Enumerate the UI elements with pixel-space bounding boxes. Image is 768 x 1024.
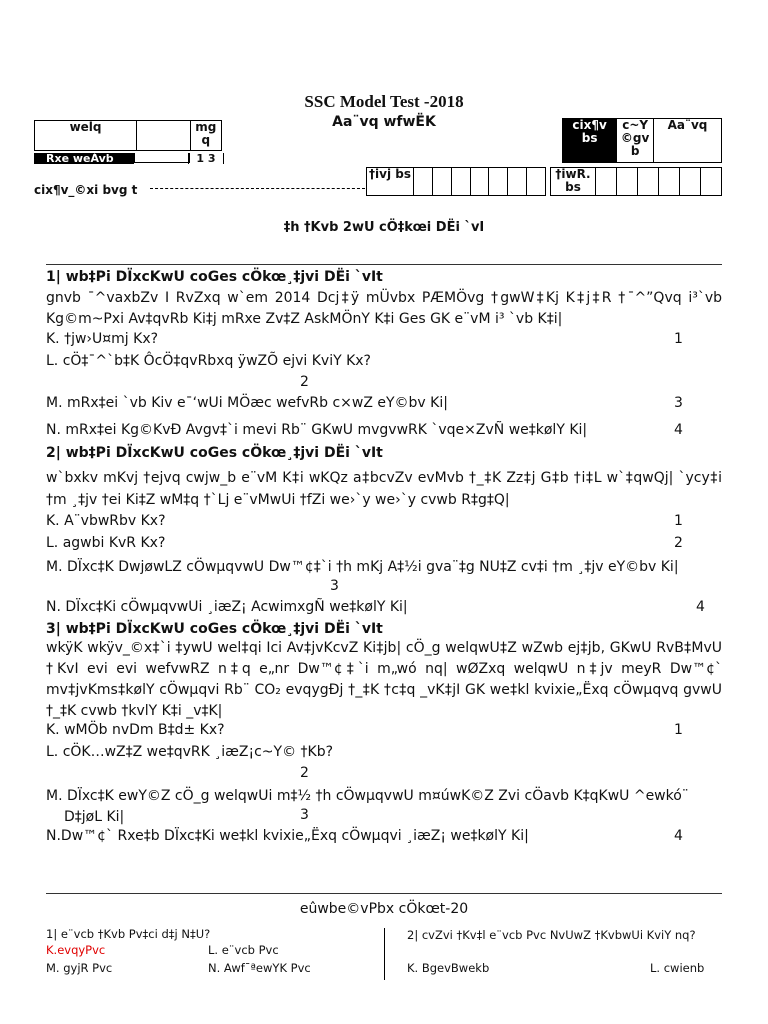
question-3-mark-m: 3 — [300, 807, 309, 823]
question-2-option-l: L. agwbi KvR Kx? — [46, 535, 166, 551]
reg-label: †iwR. bs — [551, 168, 596, 196]
exam-info-box — [562, 118, 722, 163]
mcq-1-option-l: L. e¨vcb Pvc — [208, 943, 279, 957]
mcq-2-stem: 2| cvZvi †Kv‡l e¨vcb Pvc NvUwZ †KvbwUi KviY nq? — [407, 928, 696, 942]
mcq-column-divider — [384, 928, 385, 980]
subject-label: welq — [35, 121, 137, 151]
roll-boxes — [366, 167, 546, 196]
mcq-2-option-k: K. BgevBwekb — [407, 961, 490, 975]
code-label: mg q — [190, 121, 221, 151]
question-2-option-k: K. A¨vbwRbv Kx? — [46, 513, 166, 529]
reg-boxes — [550, 167, 722, 196]
candidate-name-label: cix¶v_©xi bvg t — [34, 183, 138, 197]
question-3-heading: 3| wb‡Pi DÏxcKwU coGes cÖkœ¸‡jvi DËi `vIt — [46, 621, 383, 637]
full-marks-label: c~Y ©gv b — [617, 119, 654, 163]
question-2-mark-n: 4 — [696, 599, 705, 615]
question-2-mark-l: 2 — [674, 535, 683, 551]
question-3-option-l: L. cÖK…wZ‡Z we‡qvRK ¸iæZ¡c~Y© †Kb? — [46, 744, 334, 760]
roll-label: †ivj bs — [367, 168, 414, 196]
question-3-mark-l: 2 — [300, 765, 309, 781]
divider-mcq — [46, 893, 722, 894]
question-1-mark-m: 3 — [674, 395, 683, 411]
question-2-mark-k: 1 — [674, 513, 683, 529]
subject-box — [34, 120, 222, 151]
divider-top — [46, 264, 722, 265]
mcq-1-option-k: K.evqyPvc — [46, 943, 106, 957]
exam-no-label: cix¶v bs — [563, 119, 617, 163]
subject-code: 1 3 — [188, 153, 224, 164]
mcq-1-stem: 1| e¨vcb †Kvb Pv‡ci d‡j N‡U? — [46, 927, 211, 941]
question-2-mark-m: 3 — [330, 578, 339, 594]
question-1-heading: 1| wb‡Pi DÏxcKwU coGes cÖkœ¸‡jvi DËi `vIt — [46, 269, 383, 285]
question-2-stem: w`bxkv mKvj †ejvq cwjw_b e¨vM K‡i wKQz a‡bcvZv evMvb †_‡K Zz‡j G‡b †i‡L w`‡qwQj| `ycy‡i †m ¸‡jv †ei Ki‡Z wM‡q †`Lj e¨vMwUi †fZi we›`y we›`y cvwb R‡g‡Q| — [46, 470, 722, 508]
mcq-2-option-l: L. cwienb — [650, 961, 705, 975]
question-3-mark-k: 1 — [674, 722, 683, 738]
question-2-option-n: N. DÏxc‡Ki cÖwµqvwUi ¸iæZ¡ AcwimxgÑ we‡kølY Ki| — [46, 599, 408, 615]
question-1-mark-l: 2 — [300, 374, 309, 390]
subject-blank — [137, 121, 191, 151]
mcq-heading: eûwbe©vPbx cÖkœt-20 — [299, 901, 469, 917]
question-3-option-k: K. wMÖb nvDm B‡d± Kx? — [46, 722, 225, 738]
subject-name-boxes — [134, 153, 190, 163]
candidate-name-line — [150, 188, 365, 189]
section-heading: ‡h †Kvb 2wU cÖ‡kœi DËi `vI — [283, 220, 485, 235]
subject-name: Rxe weÁvb — [34, 153, 134, 164]
question-3-option-n: N.Dw™¢` Rxe‡b DÏxc‡Ki we‡kl kvixie„Ëxq cÖwµqvi ¸iæZ¡ we‡kølY Ki| — [46, 828, 529, 844]
question-1-mark-k: 1 — [674, 331, 683, 347]
question-1-option-m: M. mRx‡ei `vb Kiv e¯‘wUi MÖæc wefvRb c×wZ eY©bv Ki| — [46, 395, 448, 411]
question-1-option-l: L. cÖ‡¯^`b‡K ÔcÖ‡qvRbxq ÿwZÕ ejvi KviY Kx? — [46, 353, 371, 369]
mcq-1-option-m: M. gyjR Pvc — [46, 961, 113, 975]
question-1-mark-n: 4 — [674, 422, 683, 438]
question-1-stem: gnvb ¯^vaxbZv I RvZxq w`em 2014 Dcj‡ÿ mÜvbx PÆMÖvg †gwW‡Kj K‡j‡R †¯^”Qvq i³`vb Kg©m~Pxi Av‡qvRb Ki‡j mRxe Zv‡Z AskMÖnY K‡i Ges GK e¨vM i³ `vb K‡i| — [46, 290, 722, 327]
question-2-option-m: M. DÏxc‡K DwjøwLZ cÖwµqvwU Dw™¢‡`i †h mKj A‡½i gva¨‡g NU‡Z cv‡i †m ¸‡jv eY©bv Ki| — [46, 559, 679, 575]
question-3-option-m: M. DÏxc‡K ewY©Z cÖ_g welqwUi m‡½ †h cÖwµqvwU m¤úwK©Z Zvi cÖavb K‡qKwU ^ewkó¨ D‡jøL Ki| — [46, 788, 689, 825]
question-1-option-k: K. †jw›U¤mj Kx? — [46, 331, 159, 347]
question-3-stem: wkÿK wkÿv_©x‡`i ‡ywU wel‡qi Ici Av‡jvKcvZ Ki‡jb| cÖ_g welqwU‡Z wZwb ej‡jb, GKwU RvB‡MvU †KvI evi evi wefvwRZ n‡q e„nr Dw™¢‡`i m„wó nq| wØZxq welqwU n‡jv meyR Dw™¢` mv‡jvKms‡kølY cÖwµqvi Rb¨ CO₂ evqygÐj †_‡K †c‡q _vK‡jI GK we‡kl kvixie„Ëxq cÖwµqvq gvwU †_‡K cvwb †kvlY K‡i _v‡K| — [46, 640, 722, 719]
question-1-option-n: N. mRx‡ei Kg©KvÐ Avgv‡`i mevi Rb¨ GKwU mvgvwRK `vqe×ZvÑ we‡kølY Ki| — [46, 422, 588, 438]
question-3-mark-n: 4 — [674, 828, 683, 844]
page-subtitle: Aa¨vq wfwËK — [332, 114, 436, 130]
page-title: SSC Model Test -2018 — [304, 92, 464, 111]
chapter-label: Aa¨vq — [654, 119, 722, 163]
mcq-1-option-n: N. Awf¯ªewYK Pvc — [208, 961, 311, 975]
question-2-heading: 2| wb‡Pi DÏxcKwU coGes cÖkœ¸‡jvi DËi `vIt — [46, 445, 383, 461]
